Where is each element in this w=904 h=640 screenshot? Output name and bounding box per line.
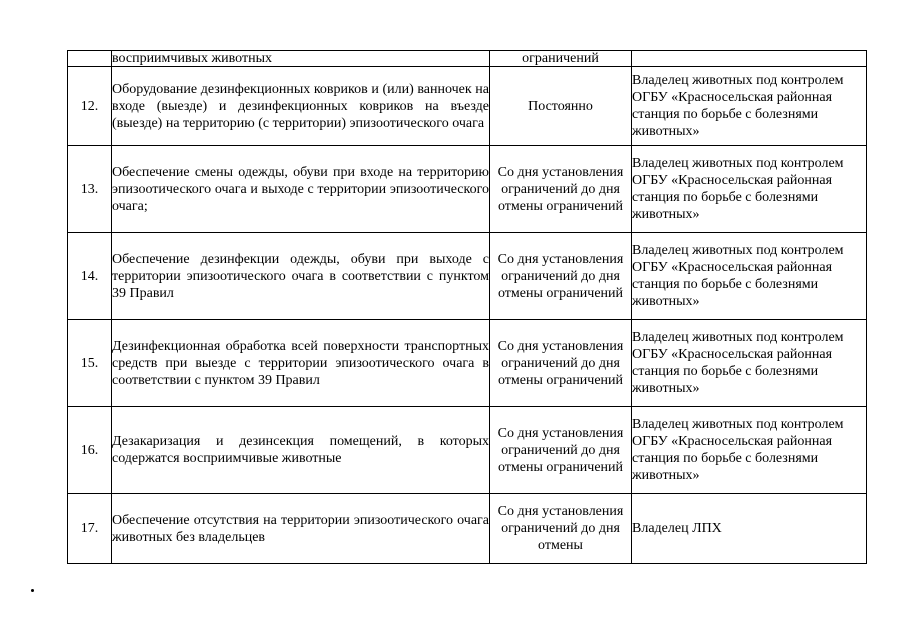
table-row — [68, 233, 867, 320]
row-number — [68, 51, 112, 67]
row-responsible: Владелец животных под контролем ОГБУ «Красносельская районная станция по борьбе с болезнями животных» — [632, 67, 867, 146]
row-number: 13. — [68, 146, 112, 233]
scan-speck — [31, 589, 34, 592]
row-description: Обеспечение дезинфекции одежды, обуви при выходе с территории эпизоотического очага в соответствии с пунктом 39 Правил — [112, 233, 490, 320]
row-description: Дезинфекционная обработка всей поверхности транспортных средств при выезде с территории эпизоотического очага в соответствии с пунктом 39 Правил — [112, 320, 490, 407]
row-description: Оборудование дезинфекционных ковриков и (или) ванночек на входе (выезде) и дезинфекционных ковриков на въезде (выезде) на территорию (с территории) эпизоотического очага — [112, 67, 490, 146]
table-row — [68, 320, 867, 407]
row-description: Дезакаризация и дезинсекция помещений, в которых содержатся восприимчивые животные — [112, 407, 490, 494]
table-row-continuation — [68, 51, 867, 67]
row-description: Обеспечение отсутствия на территории эпизоотического очага животных без владельцев — [112, 494, 490, 564]
row-term: Со дня установления ограничений до дня отмены ограничений — [490, 407, 632, 494]
row-responsible: Владелец животных под контролем ОГБУ «Красносельская районная станция по борьбе с болезнями животных» — [632, 407, 867, 494]
table-row — [68, 494, 867, 564]
row-number: 15. — [68, 320, 112, 407]
measures-table — [67, 50, 867, 564]
row-responsible: Владелец ЛПХ — [632, 494, 867, 564]
row-term: Со дня установления ограничений до дня отмены ограничений — [490, 146, 632, 233]
row-term: Со дня установления ограничений до дня отмены — [490, 494, 632, 564]
row-term: Со дня установления ограничений до дня отмены ограничений — [490, 320, 632, 407]
table-row — [68, 67, 867, 146]
row-term: Со дня установления ограничений до дня отмены ограничений — [490, 233, 632, 320]
row-number: 12. — [68, 67, 112, 146]
row-number: 17. — [68, 494, 112, 564]
row-number: 16. — [68, 407, 112, 494]
row-responsible: Владелец животных под контролем ОГБУ «Красносельская районная станция по борьбе с болезнями животных» — [632, 233, 867, 320]
row-responsible: Владелец животных под контролем ОГБУ «Красносельская районная станция по борьбе с болезнями животных» — [632, 146, 867, 233]
table-row — [68, 146, 867, 233]
row-number: 14. — [68, 233, 112, 320]
row-term: Постоянно — [490, 67, 632, 146]
row-responsible: Владелец животных под контролем ОГБУ «Красносельская районная станция по борьбе с болезнями животных» — [632, 320, 867, 407]
table-row — [68, 407, 867, 494]
row-responsible — [632, 51, 867, 67]
row-description: Обеспечение смены одежды, обуви при входе на территорию эпизоотического очага и выходе с территории эпизоотического очага; — [112, 146, 490, 233]
row-description: восприимчивых животных — [112, 51, 490, 67]
row-term: ограничений — [490, 51, 632, 67]
